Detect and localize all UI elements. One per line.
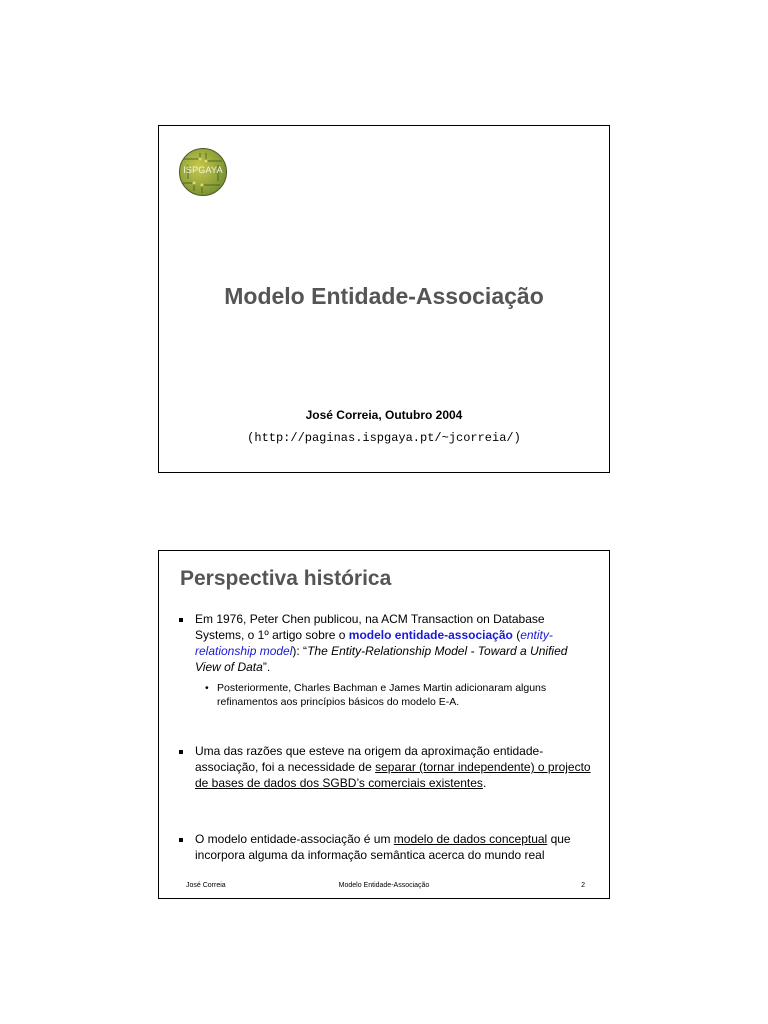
bullet-item-razoes [179, 743, 594, 791]
bullet-marker [179, 750, 183, 754]
sub-bullet-marker: • [205, 682, 209, 694]
italic-blue-term: entity-relationship model [195, 628, 553, 658]
underlined-phrase: modelo de dados conceptual [393, 832, 548, 846]
bullet-text: ): “ [292, 644, 308, 658]
bullet-text: Em 1976, Peter Chen publicou, na ACM Transaction on Database Systems, o 1º artigo sobre o [195, 612, 545, 642]
bullet-item-conceptual [179, 831, 594, 863]
author-url: (http://paginas.ispgaya.pt/~jcorreia/) [247, 431, 521, 445]
slide-title: Modelo Entidade-Associação [224, 283, 544, 309]
sub-bullet-item [179, 681, 594, 709]
content-slide [158, 550, 610, 899]
bullet-text: Uma das razões que esteve na origem da aproximação entidade-associação, foi a necessidade de [195, 744, 544, 774]
bullet-text: que incorpora alguma da informação semântica acerca do mundo real [195, 832, 571, 862]
bullet-marker [179, 838, 183, 842]
sub-bullet-text: Posteriormente, Charles Bachman e James Martin adicionaram alguns refinamentos aos princípios básicos do modelo E-A. [217, 682, 547, 708]
bullet-text: . [482, 776, 487, 790]
slide-title: Perspectiva histórica [180, 567, 392, 590]
ispgaya-logo [179, 148, 227, 196]
bullet-marker [179, 618, 183, 622]
bullet-list [179, 611, 594, 863]
footer-title: Modelo Entidade-Associação [338, 882, 430, 889]
bold-blue-term: modelo entidade-associação [348, 628, 513, 642]
author-line: José Correia, Outubro 2004 [305, 408, 463, 422]
underlined-phrase: separar (tornar independente) o projecto de bases de dados dos SGBD’s comerciais existentes [195, 760, 591, 790]
bullet-text: ( [512, 628, 521, 642]
bullet-item-chen [179, 611, 594, 675]
title-slide [158, 125, 610, 473]
bullet-text: O modelo entidade-associação é um [195, 832, 394, 846]
footer-author: José Correia [186, 882, 226, 889]
bullet-text: ”. [262, 660, 271, 674]
italic-paper-title: The Entity-Relationship Model - Toward a Unified View of Data [195, 644, 568, 674]
logo-text: ISPGAYA [183, 165, 223, 175]
page-number: 2 [581, 882, 585, 889]
